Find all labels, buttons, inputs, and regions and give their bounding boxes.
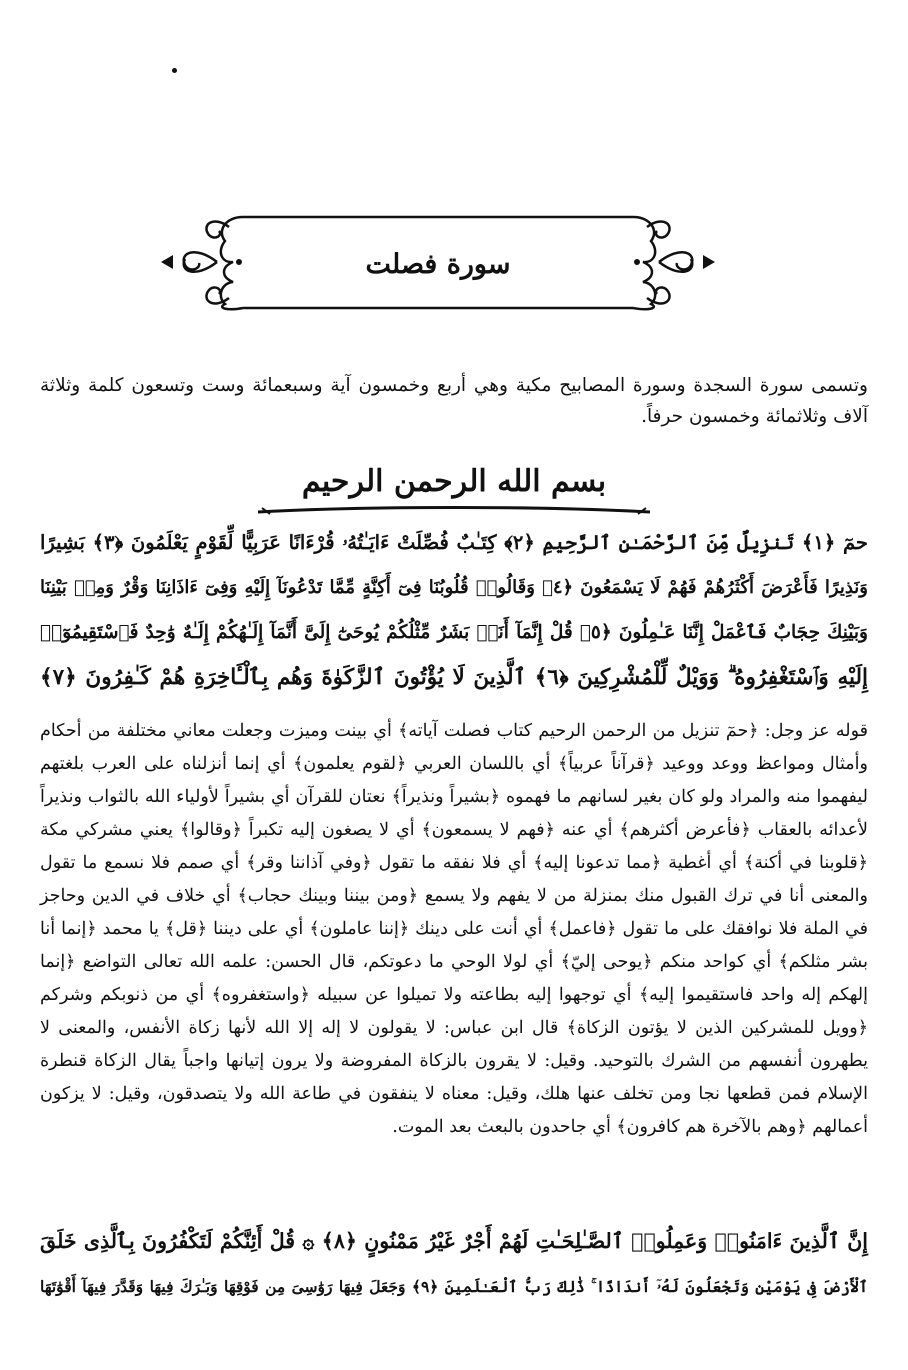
tafsir-commentary xyxy=(40,715,868,1144)
verse-line: وَبَيْنِكَ حِجَابٌ فَٱعْمَلْ إِنَّنَا عَـٰمِلُونَ ﴿٥﴾ قُلْ إِنَّمَآ أَنَا۠ بَشَرٌ مِّثْلُكُمْ يُوحَىٰٓ إِلَىَّ أَنَّمَآ إِلَـٰهُكُمْ إِلَـٰهٌ وَٰحِدٌ فَٱسْتَقِيمُوٓا۟ xyxy=(40,622,868,643)
surah-title: سورة فصلت xyxy=(365,249,511,280)
verse-line: حمٓ ﴿١﴾ تَنزِيلٌ مِّنَ ٱلرَّحْمَـٰنِ ٱلرَّحِيمِ ﴿٢﴾ كِتَـٰبٌ فُصِّلَتْ ءَايَـٰتُهُۥ قُرْءَانًا عَرَبِيًّا لِّقَوْمٍ يَعْلَمُونَ ﴿٣﴾ بَشِيرًا xyxy=(40,531,868,554)
verses-block-1 xyxy=(40,520,868,700)
basmala-calligraphy xyxy=(250,462,658,520)
verse-line: إِنَّ ٱلَّذِينَ ءَامَنُوا۟ وَعَمِلُوا۟ ٱلصَّـٰلِحَـٰتِ لَهُمْ أَجْرٌ غَيْرُ مَمْنُونٍ ﴿٨﴾ ۞ قُلْ أَئِنَّكُمْ لَتَكْفُرُونَ بِٱلَّذِى خَلَقَ xyxy=(40,1229,868,1253)
intro-paragraph: وتسمى سورة السجدة وسورة المصابيح مكية وهي أربع وخمسون آية وسبعمائة وست وتسعون كلمة وثلاثة آلاف وثلاثمائة وخمسون حرفاً. xyxy=(40,375,868,427)
verses-block-2 xyxy=(40,1218,868,1310)
verse-line: ٱلْأَرْضَ فِى يَوْمَيْنِ وَتَجْعَلُونَ لَهُۥٓ أَندَادًا ۚ ذَٰلِكَ رَبُّ ٱلْعَـٰلَمِينَ ﴿٩﴾ وَجَعَلَ فِيهَا رَوَٰسِىَ مِن فَوْقِهَا وَبَـٰرَكَ فِيهَا وَقَدَّرَ فِيهَآ أَقْوَٰتَهَا xyxy=(40,1277,868,1296)
surah-intro xyxy=(40,370,868,432)
verse-line: إِلَيْهِ وَٱسْتَغْفِرُوهُ ۗ وَوَيْلٌ لِّلْمُشْرِكِينَ ﴿٦﴾ ٱلَّذِينَ لَا يُؤْتُونَ ٱلزَّكَوٰةَ وَهُم بِٱلْـَٔاخِرَةِ هُمْ كَـٰفِرُونَ ﴿٧﴾ xyxy=(40,665,868,690)
surah-title-frame xyxy=(155,205,721,320)
page-dot xyxy=(172,68,177,73)
verse-line: وَنَذِيرًا فَأَعْرَضَ أَكْثَرُهُمْ فَهُمْ لَا يَسْمَعُونَ ﴿٤﴾ وَقَالُوا۟ قُلُوبُنَا فِىٓ أَكِنَّةٍ مِّمَّا تَدْعُونَآ إِلَيْهِ وَفِىٓ ءَاذَانِنَا وَقْرٌ وَمِنۢ بَيْنِنَا xyxy=(40,577,868,598)
basmala-text: بسم الله الرحمن الرحيم xyxy=(301,464,607,499)
commentary-paragraph: قوله عز وجل: ﴿حمٓ تنزيل من الرحمن الرحيم كتاب فصلت آياته﴾ أي بينت وميزت وجعلت معاني مختلفة من أحكام وأمثال ومواعظ ووعد ووعيد ﴿قرآناً عربياً﴾ أي باللسان العربي ﴿لقوم يعلمون﴾ أي إنما أنزلناه على العرب بلغتهم ليفهموا منه والمراد ولو كان بغير لسانهم ما فهموه ﴿بشيراً ونذيراً﴾ نعتان للقرآن أي بشيراً لأولياء الله بالثواب ونذيراً لأعدائه بالعقاب ﴿فأعرض أكثرهم﴾ أي عنه ﴿فهم لا يسمعون﴾ أي لا يصغون إليه تكبراً ﴿وقالوا﴾ يعني مشركي مكة ﴿قلوبنا في أكنة﴾ أي أغطية ﴿مما تدعونا إليه﴾ أي فلا نفقه ما تقول ﴿وفي آذاننا وقر﴾ أي صمم فلا نسمع ما تقول والمعنى أنا في ترك القبول منك بمنزلة من لا يفهم ولا يسمع ﴿ومن بيننا وبينك حجاب﴾ أي خلاف في الدين وحاجز في الملة فلا نوافقك على ما تقول ﴿فاعمل﴾ أي أنت على دينك ﴿إننا عاملون﴾ أي على ديننا ﴿قل﴾ يا محمد ﴿إنما أنا بشر مثلكم﴾ أي كواحد منكم ﴿يوحى إليّ﴾ أي لولا الوحي ما دعوتكم، قال الحسن: علمه الله تعالى التواضع ﴿إنما إلهكم إله واحد فاستقيموا إليه﴾ أي توجهوا إليه بطاعته ولا تميلوا عن سبيله ﴿واستغفروه﴾ أي من ذنوبكم وشركم ﴿وويل للمشركين الذين لا يؤتون الزكاة﴾ قال ابن عباس: لا يقولون لا إله إلا الله لأنها زكاة الأنفس، والمعنى لا يطهرون أنفسهم من الشرك بالتوحيد. وقيل: لا يقرون بالزكاة المفروضة ولا يرون إتيانها واجباً يقال الزكاة قنطرة الإسلام فمن قطعها نجا ومن تخلف عنها هلك، وقيل: معناه لا ينفقون في طاعة الله ولا يتصدقون، وقيل: لا يزكون أعمالهم ﴿وهم بالآخرة هم كافرون﴾ أي جاحدون بالبعث بعد الموت. xyxy=(40,721,868,1137)
